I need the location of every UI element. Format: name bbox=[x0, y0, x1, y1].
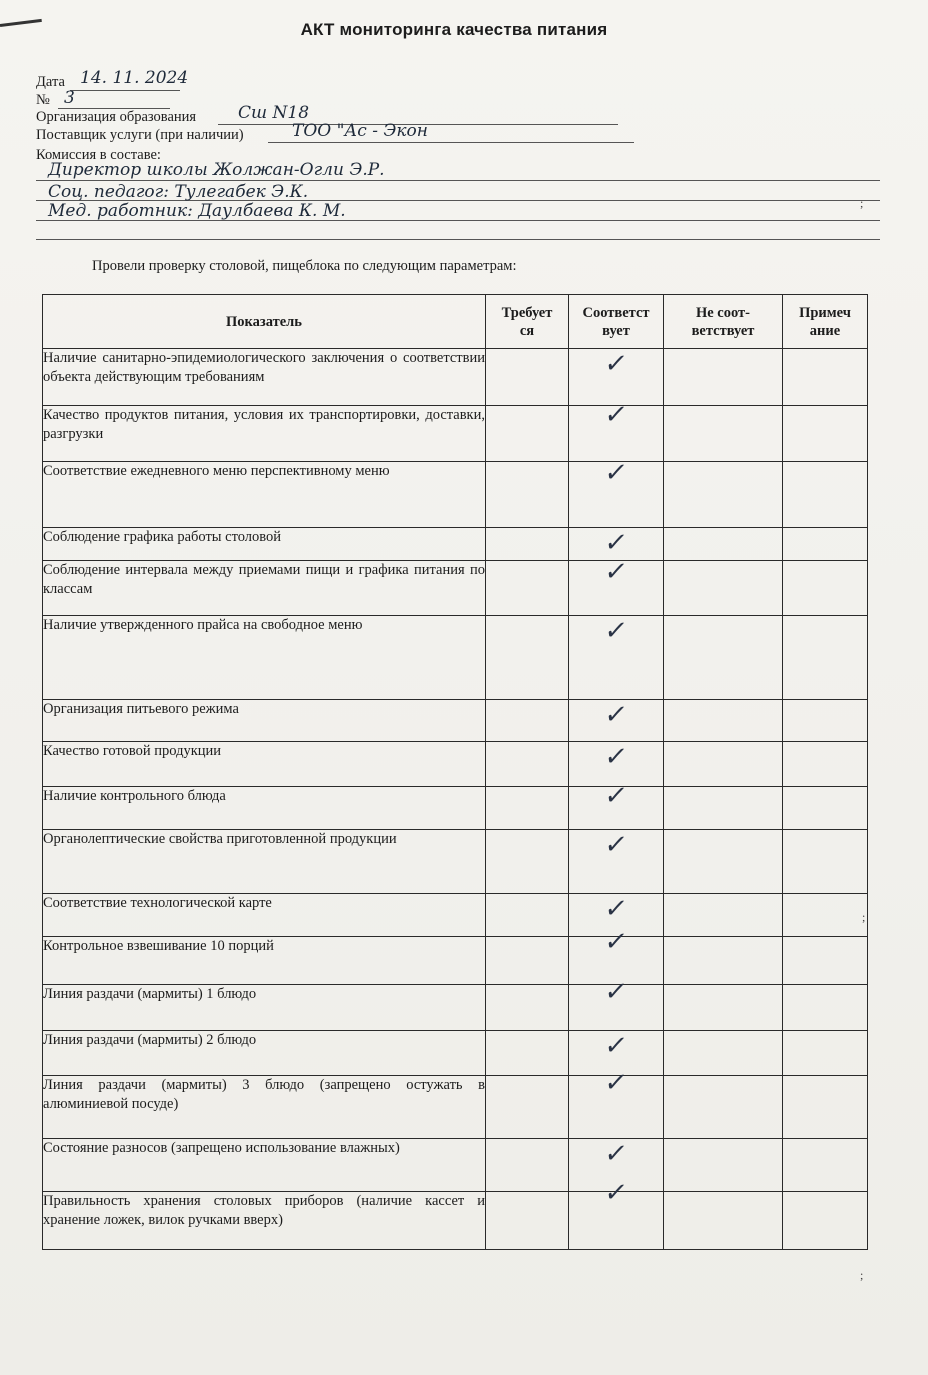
table-row bbox=[43, 616, 868, 700]
compliant-cell bbox=[569, 557, 664, 616]
table-row bbox=[43, 1192, 868, 1250]
compliant-cell bbox=[569, 349, 664, 406]
compliant-cell bbox=[569, 400, 664, 462]
number-label: № bbox=[36, 92, 50, 108]
margin-mark: ; bbox=[860, 196, 864, 210]
compliant-cell bbox=[569, 781, 664, 830]
supplier-underline bbox=[268, 142, 634, 143]
note-cell bbox=[783, 894, 868, 937]
table-row bbox=[43, 349, 868, 406]
margin-mark: ; bbox=[860, 1268, 864, 1282]
checkmark-icon: ✓ bbox=[602, 927, 630, 957]
checkmark-icon: ✓ bbox=[602, 830, 630, 860]
checkmark-icon: ✓ bbox=[602, 894, 630, 924]
noncompliant-cell bbox=[664, 349, 783, 406]
required-cell bbox=[486, 406, 569, 462]
header-indicator: Показатель bbox=[43, 295, 486, 349]
note-cell bbox=[783, 406, 868, 462]
compliant-cell bbox=[569, 742, 664, 787]
table-row bbox=[43, 1139, 868, 1192]
required-cell bbox=[486, 742, 569, 787]
indicator-cell: Наличие санитарно-эпидемиологического заключения о соответствии объекта действующим требованиям bbox=[43, 349, 486, 406]
date-label: Дата bbox=[36, 74, 65, 90]
compliant-cell bbox=[569, 977, 664, 1031]
indicator-cell: Качество готовой продукции bbox=[43, 742, 486, 787]
org-label: Организация образования bbox=[36, 109, 197, 125]
note-cell bbox=[783, 742, 868, 787]
intro-text: Провели проверку столовой, пищеблока по следующим параметрам: bbox=[92, 258, 517, 274]
table-row bbox=[43, 830, 868, 894]
table-row bbox=[43, 742, 868, 787]
supplier-value: ТОО "Ас - Экон bbox=[292, 121, 428, 141]
noncompliant-cell bbox=[664, 1076, 783, 1139]
required-cell bbox=[486, 616, 569, 700]
table-header-row bbox=[43, 295, 868, 349]
indicator-cell: Состояние разносов (запрещено использование влажных) bbox=[43, 1139, 486, 1192]
checkmark-icon: ✓ bbox=[602, 349, 630, 379]
checkmark-icon: ✓ bbox=[602, 1178, 630, 1208]
indicator-cell: Соблюдение интервала между приемами пищи и графика питания по классам bbox=[43, 561, 486, 616]
checkmark-icon: ✓ bbox=[602, 1139, 630, 1169]
indicator-cell: Качество продуктов питания, условия их транспортировки, доставки, разгрузки bbox=[43, 406, 486, 462]
required-cell bbox=[486, 561, 569, 616]
table-row bbox=[43, 1076, 868, 1139]
indicator-cell: Соблюдение графика работы столовой bbox=[43, 528, 486, 561]
table-row bbox=[43, 985, 868, 1031]
noncompliant-cell bbox=[664, 830, 783, 894]
table-row bbox=[43, 937, 868, 985]
document-title: АКТ мониторинга качества питания bbox=[300, 20, 608, 39]
note-cell bbox=[783, 1031, 868, 1076]
required-cell bbox=[486, 1192, 569, 1250]
checkmark-icon: ✓ bbox=[602, 1068, 630, 1098]
required-cell bbox=[486, 1076, 569, 1139]
note-cell bbox=[783, 462, 868, 528]
noncompliant-cell bbox=[664, 1031, 783, 1076]
table-row bbox=[43, 462, 868, 528]
noncompliant-cell bbox=[664, 528, 783, 561]
noncompliant-cell bbox=[664, 406, 783, 462]
checkmark-icon: ✓ bbox=[602, 742, 630, 772]
indicator-cell: Линия раздачи (мармиты) 1 блюдо bbox=[43, 985, 486, 1031]
required-cell bbox=[486, 462, 569, 528]
checkmark-icon: ✓ bbox=[602, 557, 630, 587]
header-note: Примеч ание bbox=[783, 295, 868, 349]
required-cell bbox=[486, 937, 569, 985]
indicator-cell: Линия раздачи (мармиты) 2 блюдо bbox=[43, 1031, 486, 1076]
checkmark-icon: ✓ bbox=[602, 528, 630, 558]
compliant-cell bbox=[569, 830, 664, 894]
noncompliant-cell bbox=[664, 985, 783, 1031]
supplier-label: Поставщик услуги (при наличии) bbox=[36, 127, 244, 143]
noncompliant-cell bbox=[664, 561, 783, 616]
checkmark-icon: ✓ bbox=[602, 616, 630, 646]
indicator-cell: Наличие контрольного блюда bbox=[43, 787, 486, 830]
indicator-cell: Линия раздачи (мармиты) 3 блюдо (запрещено остужать в алюминиевой посуде) bbox=[43, 1076, 486, 1139]
note-cell bbox=[783, 937, 868, 985]
noncompliant-cell bbox=[664, 462, 783, 528]
required-cell bbox=[486, 894, 569, 937]
commission-member-2: Соц. педагог: Тулегабек Э.К. bbox=[48, 182, 309, 202]
note-cell bbox=[783, 700, 868, 742]
commission-member-3: Мед. работник: Даулбаева К. М. bbox=[48, 201, 346, 221]
note-cell bbox=[783, 349, 868, 406]
number-value: 3 bbox=[64, 88, 75, 108]
note-cell bbox=[783, 985, 868, 1031]
noncompliant-cell bbox=[664, 937, 783, 985]
margin-mark: ; bbox=[862, 910, 866, 924]
compliant-cell bbox=[569, 700, 664, 742]
table-row bbox=[43, 700, 868, 742]
noncompliant-cell bbox=[664, 894, 783, 937]
commission-line-1 bbox=[36, 180, 880, 181]
header-noncompliant: Не соот- ветствует bbox=[664, 295, 783, 349]
table-body bbox=[43, 349, 868, 1250]
note-cell bbox=[783, 616, 868, 700]
date-underline bbox=[70, 90, 180, 91]
indicator-cell: Органолептические свойства приготовленной продукции bbox=[43, 830, 486, 894]
checkmark-icon: ✓ bbox=[602, 400, 630, 430]
compliant-cell bbox=[569, 1068, 664, 1139]
required-cell bbox=[486, 787, 569, 830]
compliant-cell bbox=[569, 616, 664, 700]
checkmark-icon: ✓ bbox=[602, 700, 630, 730]
compliant-cell bbox=[569, 1178, 664, 1250]
note-cell bbox=[783, 1139, 868, 1192]
checkmark-icon: ✓ bbox=[602, 977, 630, 1007]
required-cell bbox=[486, 700, 569, 742]
date-value: 14. 11. 2024 bbox=[80, 68, 189, 88]
noncompliant-cell bbox=[664, 742, 783, 787]
table-row bbox=[43, 561, 868, 616]
compliant-cell bbox=[569, 528, 664, 561]
note-cell bbox=[783, 1076, 868, 1139]
required-cell bbox=[486, 985, 569, 1031]
noncompliant-cell bbox=[664, 787, 783, 830]
header-compliant: Соответст вует bbox=[569, 295, 664, 349]
commission-member-1: Директор школы Жолжан-Огли Э.Р. bbox=[48, 160, 385, 180]
required-cell bbox=[486, 349, 569, 406]
indicator-cell: Соответствие ежедневного меню перспективному меню bbox=[43, 462, 486, 528]
noncompliant-cell bbox=[664, 700, 783, 742]
table-row bbox=[43, 894, 868, 937]
note-cell bbox=[783, 561, 868, 616]
noncompliant-cell bbox=[664, 1139, 783, 1192]
table-row bbox=[43, 1031, 868, 1076]
required-cell bbox=[486, 830, 569, 894]
note-cell bbox=[783, 787, 868, 830]
checkmark-icon: ✓ bbox=[602, 781, 630, 811]
required-cell bbox=[486, 528, 569, 561]
table-row bbox=[43, 528, 868, 561]
indicator-cell: Правильность хранения столовых приборов (наличие кассет и хранение ложек, вилок ручками вверх) bbox=[43, 1192, 486, 1250]
commission-line-4 bbox=[36, 239, 880, 240]
required-cell bbox=[486, 1031, 569, 1076]
monitoring-table bbox=[42, 294, 868, 1250]
checkmark-icon: ✓ bbox=[602, 458, 630, 488]
checkmark-icon: ✓ bbox=[602, 1031, 630, 1061]
note-cell bbox=[783, 528, 868, 561]
note-cell bbox=[783, 830, 868, 894]
indicator-cell: Соответствие технологической карте bbox=[43, 894, 486, 937]
table-row bbox=[43, 787, 868, 830]
header-required: Требует ся bbox=[486, 295, 569, 349]
indicator-cell: Контрольное взвешивание 10 порций bbox=[43, 937, 486, 985]
required-cell bbox=[486, 1139, 569, 1192]
org-value: Сш N18 bbox=[238, 103, 310, 123]
note-cell bbox=[783, 1192, 868, 1250]
table-row bbox=[43, 406, 868, 462]
noncompliant-cell bbox=[664, 1192, 783, 1250]
compliant-cell bbox=[569, 458, 664, 528]
commission-label: Комиссия в составе: bbox=[36, 147, 161, 163]
indicator-cell: Организация питьевого режима bbox=[43, 700, 486, 742]
noncompliant-cell bbox=[664, 616, 783, 700]
indicator-cell: Наличие утвержденного прайса на свободное меню bbox=[43, 616, 486, 700]
